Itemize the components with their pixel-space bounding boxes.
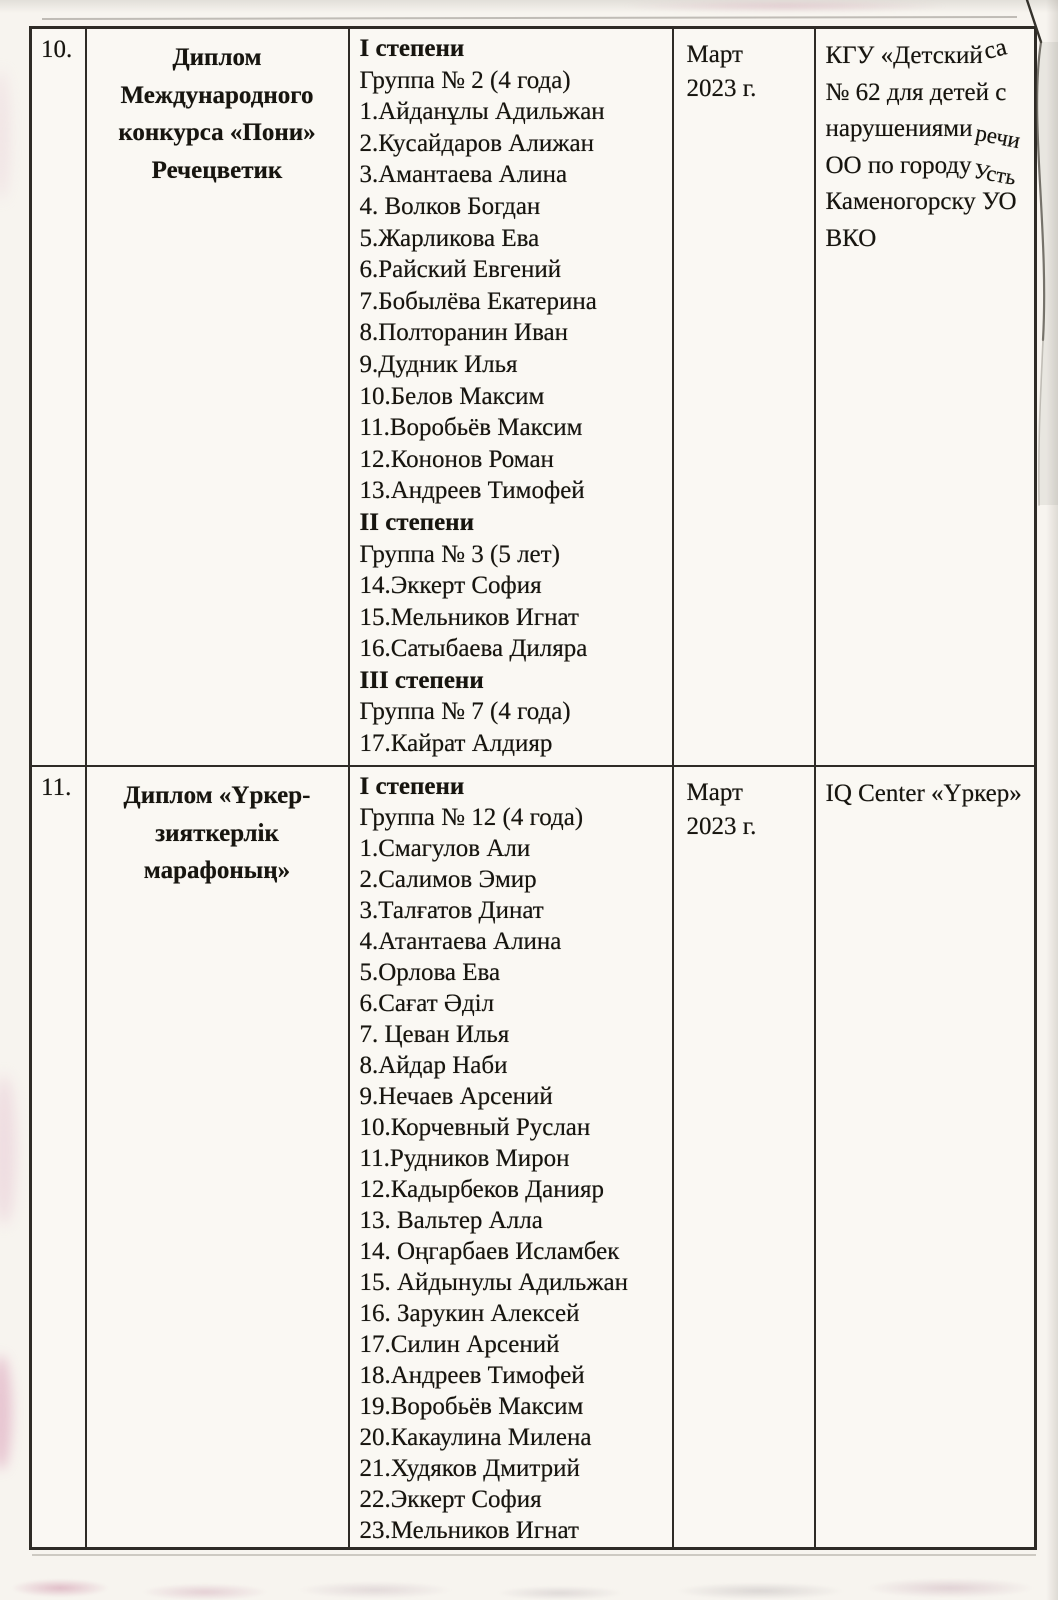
date-line: Март bbox=[686, 41, 743, 68]
organization-line: ОО по городу Усть bbox=[826, 148, 1031, 185]
participant-line: 11.Воробьёв Максим bbox=[359, 414, 583, 442]
organization-line: ВКО bbox=[825, 224, 877, 252]
scan-artifact-right-edge bbox=[1046, 0, 1058, 1600]
page-curl-edge bbox=[1037, 42, 1044, 340]
page-curl-text: са bbox=[981, 33, 1010, 66]
participant-line: 11.Рудников Мирон bbox=[359, 1145, 570, 1172]
participant-line: 3.Талғатов Динат bbox=[359, 897, 544, 924]
organization bbox=[816, 29, 1035, 258]
diploma-title-line: Диплом bbox=[172, 44, 262, 71]
participant-line: 13. Вальтер Алла bbox=[359, 1207, 543, 1234]
participant-line: 3.Амантаева Алина bbox=[359, 161, 568, 189]
participant-line: I степени bbox=[359, 773, 465, 800]
participant-line: 10.Корчевный Руслан bbox=[359, 1114, 591, 1141]
participant-line: 16. Зарукин Алексей bbox=[359, 1300, 580, 1327]
participant-line: 5.Орлова Ева bbox=[359, 959, 501, 986]
page-curl-shade bbox=[1037, 42, 1058, 505]
participant-line: 14. Оңгарбаев Исламбек bbox=[359, 1238, 620, 1265]
date-line: Март bbox=[686, 779, 743, 806]
participants-cell bbox=[349, 28, 673, 767]
award-row-10 bbox=[31, 28, 1036, 767]
participant-line: 17.Кайрат Алдияр bbox=[359, 730, 553, 758]
page-curl-text: Усть bbox=[971, 157, 1018, 190]
page-curl-edge-fade bbox=[1039, 340, 1043, 505]
date-line: 2023 г. bbox=[686, 75, 757, 102]
organization-cell bbox=[815, 766, 1036, 1549]
diploma-title-cell bbox=[86, 766, 349, 1549]
participant-line: 20.Какаулина Милена bbox=[359, 1424, 592, 1451]
participant-line: III степени bbox=[359, 666, 484, 694]
participant-line: 19.Воробьёв Максим bbox=[359, 1393, 584, 1420]
participant-line: 9.Нечаев Арсений bbox=[359, 1083, 553, 1110]
organization-cell bbox=[815, 28, 1036, 767]
participants-cell bbox=[349, 766, 673, 1549]
participant-line: 12.Кадырбеков Данияр bbox=[359, 1176, 605, 1203]
participant-line: 21.Худяков Дмитрий bbox=[359, 1455, 580, 1482]
organization bbox=[816, 767, 1035, 813]
scan-artifact-border-shadow bbox=[42, 16, 1017, 20]
diploma-title bbox=[87, 767, 348, 890]
participant-line: 23.Мельников Игнат bbox=[359, 1517, 579, 1544]
participant-line: 1.Смагулов Али bbox=[359, 835, 531, 862]
diploma-title-line: Речецветик bbox=[151, 156, 283, 184]
scan-artifact-left-smudge bbox=[0, 1355, 12, 1470]
diploma-title-line: Международного bbox=[120, 81, 314, 109]
scan-artifact-top-pink bbox=[620, 0, 950, 12]
participant-line: 4.Атантаева Алина bbox=[359, 928, 562, 955]
diploma-title-line: Диплом «Үркер- bbox=[123, 782, 311, 809]
participant-line: 10.Белов Максим bbox=[359, 382, 545, 410]
organization-line: Каменогорску УО bbox=[825, 188, 1017, 216]
participant-line: 2.Салимов Эмир bbox=[359, 866, 537, 893]
diploma-title-cell bbox=[86, 28, 349, 767]
participant-line: 17.Силин Арсений bbox=[359, 1331, 560, 1358]
participant-line: II степени bbox=[359, 508, 474, 536]
diploma-title bbox=[87, 29, 348, 189]
row-number: 11. bbox=[41, 774, 72, 801]
page-curl-text: речи bbox=[973, 120, 1023, 154]
participant-line: 6.Райский Евгений bbox=[359, 256, 562, 284]
participant-line: Группа № 12 (4 года) bbox=[359, 804, 584, 831]
participant-line: 4. Волков Богдан bbox=[359, 192, 541, 220]
participant-line: 5.Жарликова Ева bbox=[359, 224, 540, 252]
date-cell bbox=[673, 766, 815, 1549]
organization-line: № 62 для детей с bbox=[825, 78, 1007, 106]
participant-line: 7. Цеван Илья bbox=[359, 1021, 510, 1048]
participant-line: 7.Бобылёва Екатерина bbox=[359, 287, 597, 315]
participant-line: 22.Эккерт София bbox=[359, 1486, 542, 1513]
awards-table bbox=[29, 26, 1037, 1550]
participant-line: Группа № 7 (4 года) bbox=[359, 698, 571, 726]
diploma-title-line: конкурса «Пони» bbox=[118, 119, 316, 146]
row-number-cell bbox=[31, 28, 86, 767]
organization-line: КГУ «Детский са bbox=[826, 38, 1031, 75]
participant-line: I степени bbox=[359, 35, 465, 62]
diploma-title-line: зияткерлік bbox=[155, 819, 279, 847]
date-line: 2023 г. bbox=[686, 813, 757, 840]
participant-line: 15. Айдынулы Адильжан bbox=[359, 1269, 629, 1296]
participant-line: Группа № 3 (5 лет) bbox=[359, 540, 560, 568]
date-cell bbox=[673, 28, 815, 767]
scan-artifact-left-smudge bbox=[0, 70, 10, 200]
participant-line: 8.Полторанин Иван bbox=[359, 319, 569, 347]
scan-artifact-bottom-smudges bbox=[0, 1550, 1058, 1600]
participant-line: 1.Айданұлы Адильжан bbox=[359, 98, 605, 126]
participant-line: 2.Кусайдаров Алижан bbox=[359, 129, 594, 157]
participant-line: Группа № 2 (4 года) bbox=[359, 66, 571, 94]
award-date bbox=[674, 767, 814, 844]
participants-list bbox=[350, 767, 672, 1546]
scan-artifact-left-smudge bbox=[0, 1075, 16, 1225]
participant-line: 9.Дудник Илья bbox=[359, 350, 518, 378]
participant-line: 14.Эккерт София bbox=[359, 572, 542, 600]
row-number: 10. bbox=[41, 36, 73, 63]
participant-line: 8.Айдар Наби bbox=[359, 1052, 508, 1079]
scan-artifact-top-strip bbox=[0, 0, 1058, 13]
row-number-cell bbox=[31, 766, 86, 1549]
organization-line: нарушениями речи bbox=[826, 111, 1031, 148]
participant-line: 15.Мельников Игнат bbox=[359, 603, 579, 631]
participant-line: 13.Андреев Тимофей bbox=[359, 477, 585, 505]
participant-line: 6.Сағат Әділ bbox=[359, 990, 495, 1017]
scan-artifact-border-shadow bbox=[32, 1554, 1036, 1556]
participants-list bbox=[350, 29, 672, 760]
award-row-11 bbox=[31, 766, 1036, 1549]
organization-line: IQ Center «Үркер» bbox=[825, 780, 1022, 807]
award-date bbox=[674, 29, 814, 106]
diploma-title-line: марафоның» bbox=[143, 857, 291, 884]
participant-line: 16.Сатыбаева Диляра bbox=[359, 635, 588, 663]
participant-line: 12.Кононов Роман bbox=[359, 445, 554, 473]
participant-line: 18.Андреев Тимофей bbox=[359, 1362, 585, 1389]
